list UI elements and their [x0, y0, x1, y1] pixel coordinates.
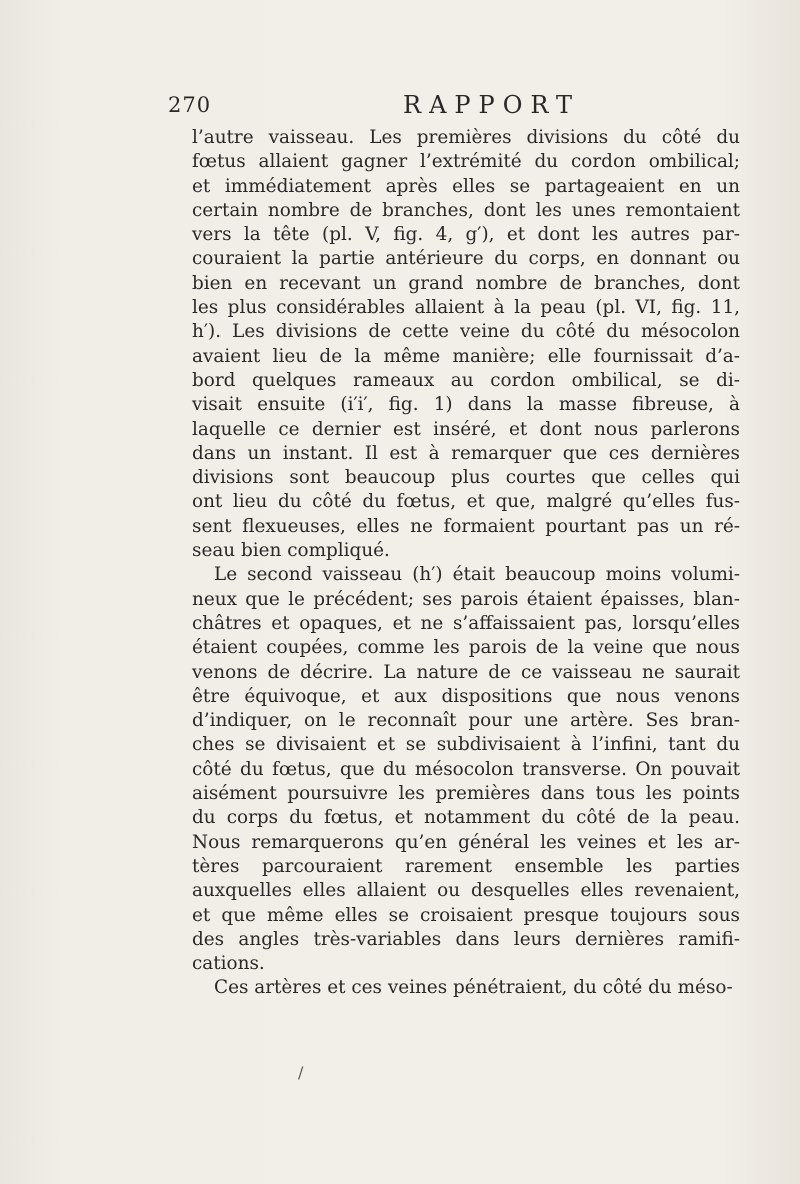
page-header	[168, 93, 728, 123]
ink-mark: /	[298, 1063, 304, 1082]
text-line: neux que le précédent; ses parois étaient épaisses, blan-	[192, 588, 740, 610]
text-line: ches se divisaient et se subdivisaient à l’infini, tant du	[192, 734, 740, 756]
text-line: Nous remarquerons qu’en général les veines et les ar-	[192, 831, 740, 853]
text-line: dans un instant. Il est à remarquer que ces dernières	[192, 442, 740, 464]
text-line: sent flexueuses, elles ne formaient pourtant pas un ré-	[192, 515, 740, 537]
text-line: fœtus allaient gagner l’extrémité du cordon ombilical;	[192, 151, 740, 173]
text-line: venons de décrire. La nature de ce vaisseau ne saurait	[192, 661, 740, 683]
text-line: Ces artères et ces veines pénétraient, du côté du méso-	[214, 977, 733, 999]
text-line: du corps du fœtus, et notamment du côté de la peau.	[192, 807, 740, 829]
text-line: avaient lieu de la même manière; elle fournissait d’a-	[192, 345, 740, 367]
text-line: d’indiquer, on le reconnaît pour une artère. Ses bran-	[192, 710, 740, 732]
text-line: des angles très-variables dans leurs dernières ramifi-	[192, 928, 740, 950]
text-line: ont lieu du côté du fœtus, et que, malgré qu’elles fus-	[192, 491, 740, 513]
text-line: h′). Les divisions de cette veine du côté du mésocolon	[192, 321, 740, 343]
text-line: visait ensuite (i′i′, fig. 1) dans la masse fibreuse, à	[192, 394, 740, 416]
body-text	[192, 126, 740, 1001]
text-line: côté du fœtus, que du mésocolon transverse. On pouvait	[192, 758, 740, 780]
text-line: et immédiatement après elles se partageaient en un	[192, 175, 740, 197]
page-number: 270	[168, 93, 212, 117]
text-line: vers la tête (pl. V, fig. 4, g′), et dont les autres par-	[192, 224, 740, 246]
text-line: l’autre vaisseau. Les premières divisions du côté du	[192, 127, 740, 148]
text-line: châtres et opaques, et ne s’affaissaient pas, lorsqu’elles	[192, 612, 740, 634]
text-line: cations.	[192, 953, 265, 975]
running-title: RAPPORT	[403, 91, 581, 119]
text-line: étaient coupées, comme les parois de la veine que nous	[192, 637, 740, 659]
text-line: auxquelles elles allaient ou desquelles elles revenaient,	[192, 880, 740, 902]
text-line: être équivoque, et aux dispositions que nous venons	[192, 685, 740, 707]
text-line: les plus considérables allaient à la peau (pl. VI, fig. 11,	[192, 297, 740, 319]
text-line: aisément poursuivre les premières dans tous les points	[192, 783, 740, 805]
text-line: bord quelques rameaux au cordon ombilical, se di-	[192, 369, 740, 391]
text-line: certain nombre de branches, dont les unes remontaient	[192, 199, 740, 221]
text-line: et que même elles se croisaient presque toujours sous	[192, 904, 740, 926]
text-line: bien en recevant un grand nombre de branches, dont	[192, 272, 740, 294]
text-line: laquelle ce dernier est inséré, et dont nous parlerons	[192, 418, 740, 440]
text-line: divisions sont beaucoup plus courtes que celles qui	[192, 467, 740, 489]
text-line: seau bien compliqué.	[192, 540, 390, 562]
text-line: Le second vaisseau (h′) était beaucoup moins volumi-	[214, 564, 740, 586]
text-line: couraient la partie antérieure du corps, en donnant ou	[192, 248, 740, 270]
text-line: tères parcouraient rarement ensemble les parties	[192, 855, 740, 877]
